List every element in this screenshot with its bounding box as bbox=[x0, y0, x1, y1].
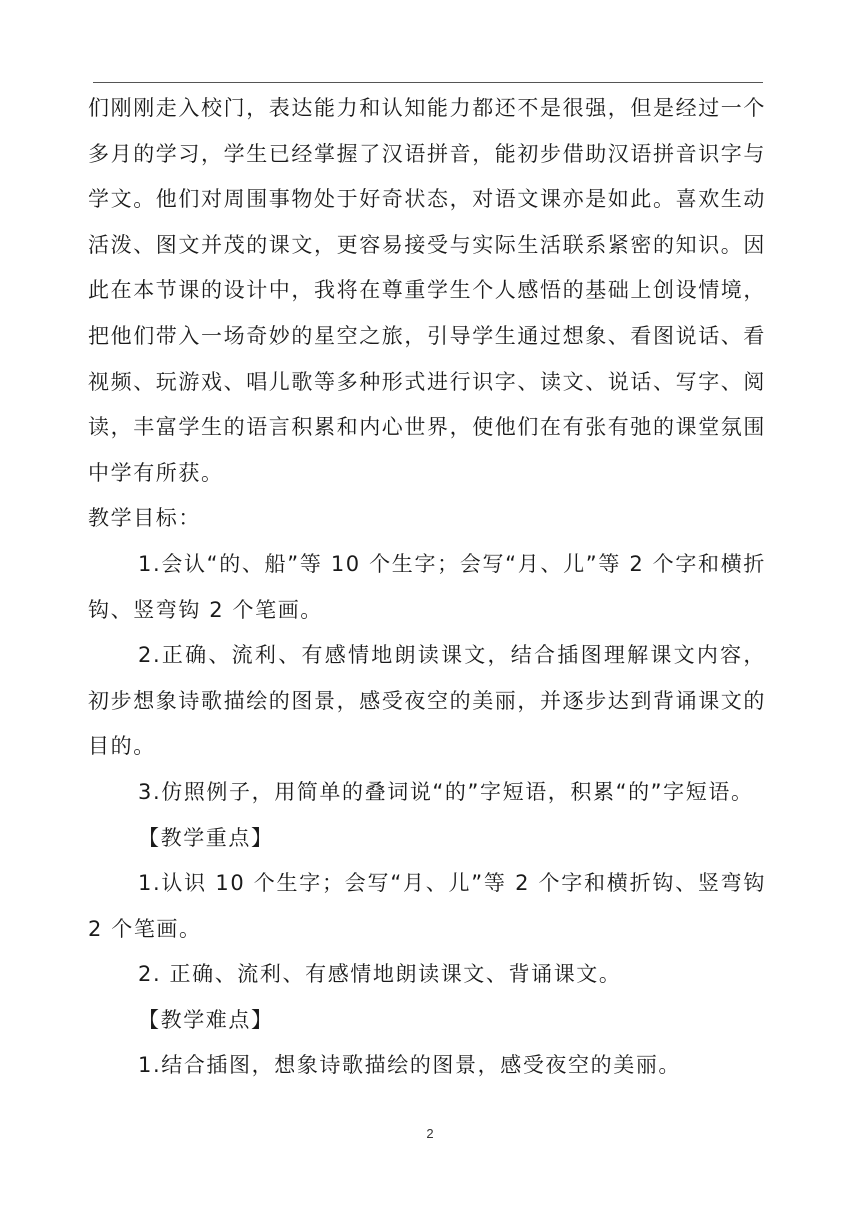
goal-item-1: 1.会认“的、船”等 10 个生字；会写“月、儿”等 2 个字和横折钩、竖弯钩 2 个笔画。 bbox=[88, 551, 766, 622]
difficulty-item-1: 1.结合插图，想象诗歌描绘的图景，感受夜空的美丽。 bbox=[138, 1053, 682, 1078]
document-body bbox=[88, 86, 766, 1089]
goals-heading: 教学目标： bbox=[88, 506, 201, 531]
header-rule bbox=[93, 82, 763, 83]
goal-item-2: 2.正确、流利、有感情地朗读课文，结合插图理解课文内容，初步想象诗歌描绘的图景，感受夜空的美丽，并逐步达到背诵课文的目的。 bbox=[88, 643, 766, 759]
key-points-heading: 【教学重点】 bbox=[138, 825, 274, 850]
goal-item-3: 3.仿照例子，用简单的叠词说“的”字短语，积累“的”字短语。 bbox=[138, 779, 754, 804]
key-point-item-1: 1.认识 10 个生字；会写“月、儿”等 2 个字和横折钩、竖弯钩 2 个笔画。 bbox=[88, 871, 766, 941]
difficulties-heading: 【教学难点】 bbox=[138, 1007, 274, 1032]
key-point-item-2: 2. 正确、流利、有感情地朗读课文、背诵课文。 bbox=[138, 962, 622, 987]
intro-paragraph: 们刚刚走入校门，表达能力和认知能力都还不是很强，但是经过一个多月的学习，学生已经掌握了汉语拼音，能初步借助汉语拼音识字与学文。他们对周围事物处于好奇状态，对语文课亦是如此。喜欢生动活泼、图文并茂的课文，更容易接受与实际生活联系紧密的知识。因此在本节课的设计中，我将在尊重学生个人感悟的基础上创设情境，把他们带入一场奇妙的星空之旅，引导学生通过想象、看图说话、看视频、玩游戏、唱儿歌等多种形式进行识字、读文、说话、写字、阅读，丰富学生的语言积累和内心世界，使他们在有张有弛的课堂氛围中学有所获。 bbox=[88, 96, 766, 485]
page-number: 2 bbox=[426, 1126, 434, 1141]
